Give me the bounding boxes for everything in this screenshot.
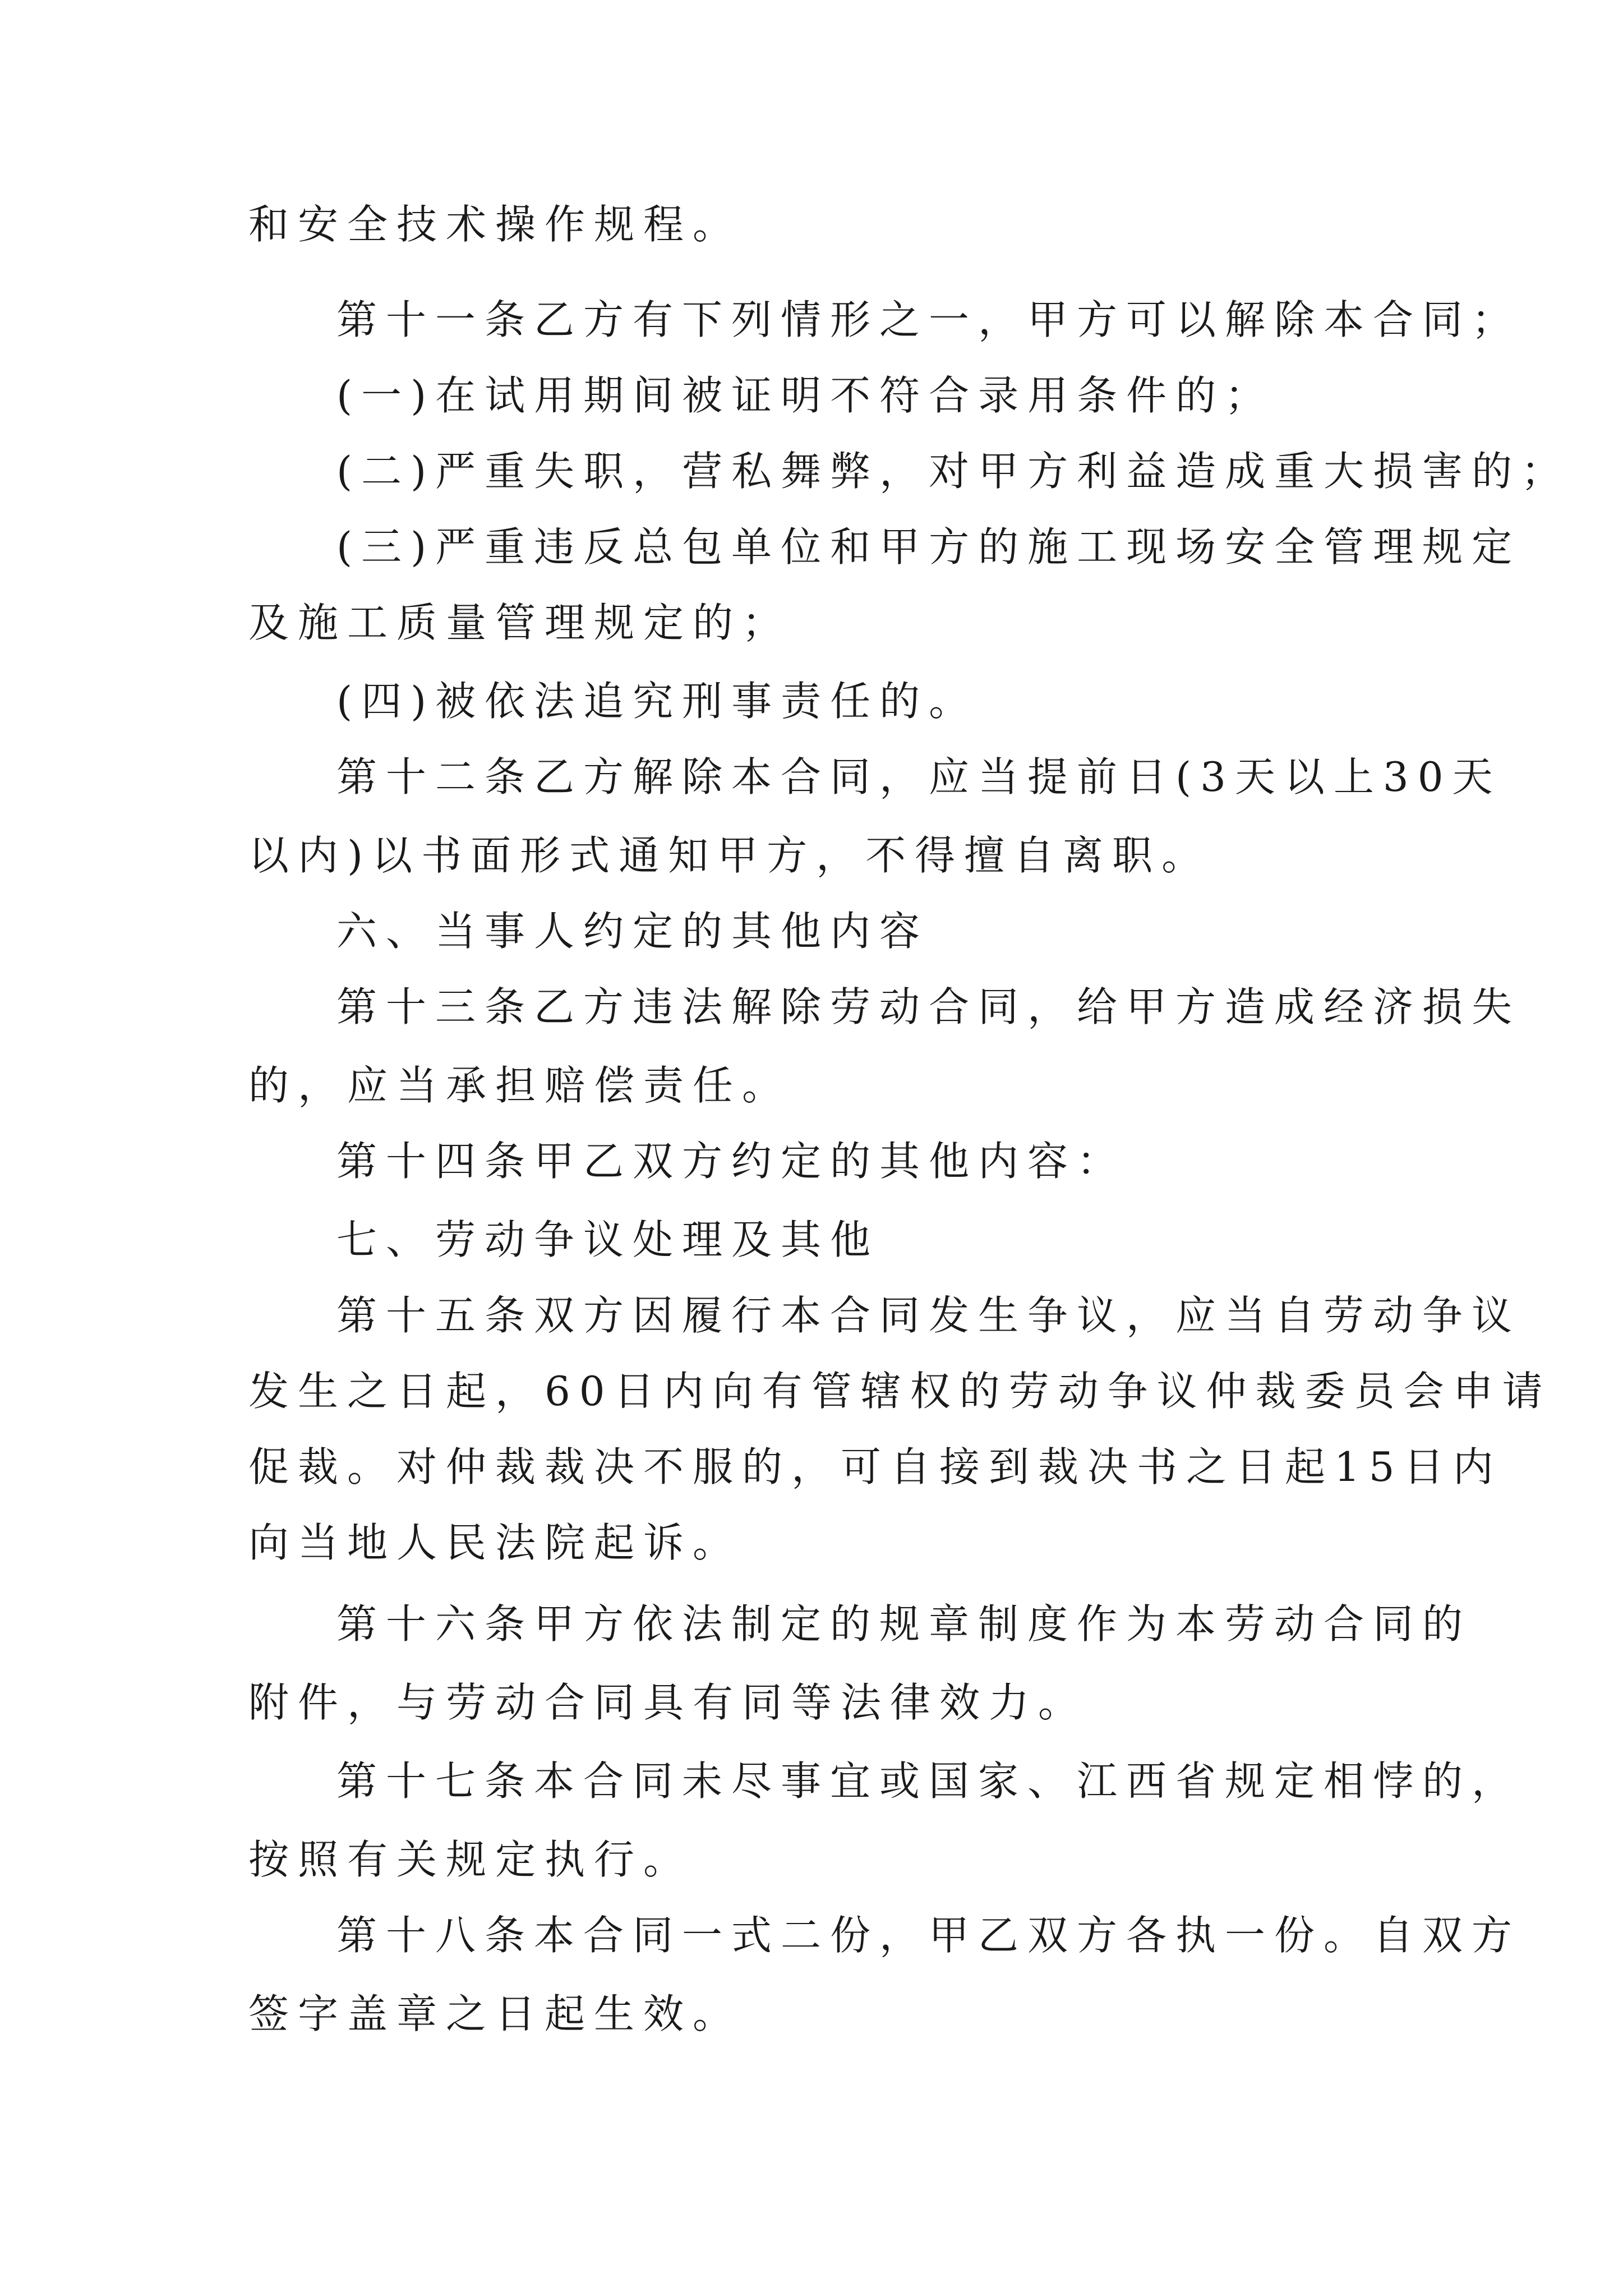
- text-line: (一)在试用期间被证明不符合录用条件的；: [336, 372, 1275, 419]
- text-line: 发生之日起，60日内向有管辖权的劳动争议仲裁委员会申请: [248, 1368, 1552, 1415]
- text-line: 第十六条甲方依法制定的规章制度作为本劳动合同的: [336, 1600, 1472, 1648]
- section-heading: 七、劳动争议处理及其他: [336, 1216, 880, 1263]
- text-line: 签字盖章之日起生效。: [248, 1990, 743, 2037]
- text-line: 以内)以书面形式通知甲方，不得擅自离职。: [248, 832, 1211, 879]
- text-line: (四)被依法追究刑事责任的。: [336, 678, 979, 725]
- text-line: 第十七条本合同未尽事宜或国家、江西省规定相悖的，: [336, 1757, 1521, 1805]
- text-line: 附件，与劳动合同具有同等法律效力。: [248, 1679, 1088, 1726]
- text-line: 第十四条甲乙双方约定的其他内容：: [336, 1138, 1127, 1185]
- text-line: 第十三条乙方违法解除劳动合同，给甲方造成经济损失: [336, 983, 1521, 1030]
- text-line: (三)严重违反总包单位和甲方的施工现场安全管理规定: [336, 523, 1521, 570]
- text-line: (二)严重失职，营私舞弊，对甲方利益造成重大损害的；: [336, 448, 1571, 495]
- section-heading: 六、当事人约定的其他内容: [336, 908, 929, 955]
- text-line: 向当地人民法院起诉。: [248, 1519, 743, 1566]
- text-line: 第十二条乙方解除本合同，应当提前日(3天以上30天: [336, 753, 1502, 800]
- text-line: 第十八条本合同一式二份，甲乙双方各执一份。自双方: [336, 1912, 1521, 1959]
- text-line: 促裁。对仲裁裁决不服的，可自接到裁决书之日起15日内: [248, 1443, 1502, 1490]
- text-line: 按照有关规定执行。: [248, 1836, 693, 1883]
- text-line: 和安全技术操作规程。: [248, 201, 743, 248]
- text-line: 第十五条双方因履行本合同发生争议，应当自劳动争议: [336, 1292, 1521, 1339]
- text-line: 第十一条乙方有下列情形之一，甲方可以解除本合同；: [336, 296, 1521, 343]
- text-line: 及施工质量管理规定的；: [248, 599, 792, 646]
- text-line: 的，应当承担赔偿责任。: [248, 1062, 792, 1109]
